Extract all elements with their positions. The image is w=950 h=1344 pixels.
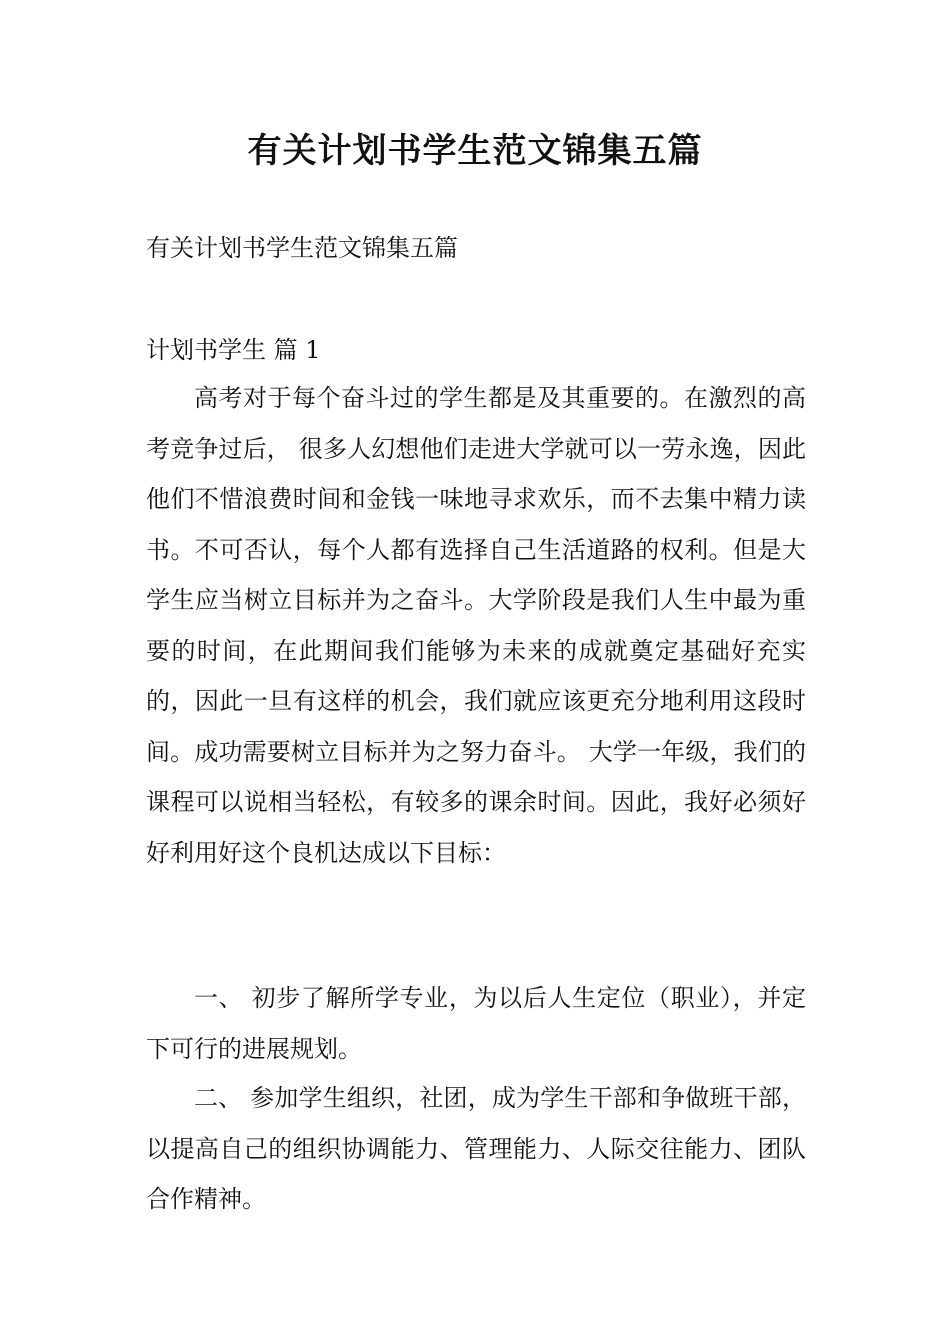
section-heading: 计划书学生 篇 1 bbox=[146, 336, 321, 364]
body-paragraph-intro: 高考对于每个奋斗过的学生都是及其重要的。在激烈的高考竞争过后， 很多人幻想他们走进大学就可以一劳永逸，因此他们不惜浪费时间和金钱一味地寻求欢乐，而不去集中精力读书。不可否认，每个人都有选择自己生活道路的权利。但是大学生应当树立目标并为之奋斗。大学阶段是我们人生中最为重要的时间，在此期间我们能够为未来的成就奠定基础好充实的，因此一旦有这样的机会，我们就应该更充分地利用这段时间。成功需要树立目标并为之努力奋斗。 大学一年级，我们的课程可以说相当轻松，有较多的课余时间。因此，我好必须好好利用好这个良机达成以下目标： bbox=[146, 384, 806, 867]
body-paragraph-goal-2: 二、 参加学生组织，社团，成为学生干部和争做班干部，以提高自己的组织协调能力、管理能力、人际交往能力、团队合作精神。 bbox=[146, 1084, 806, 1213]
document-title: 有关计划书学生范文锦集五篇 bbox=[247, 131, 703, 171]
document-subtitle: 有关计划书学生范文锦集五篇 bbox=[146, 234, 458, 262]
body-paragraph-goal-1: 一、 初步了解所学专业，为以后人生定位（职业），并定下可行的进展规划。 bbox=[146, 984, 806, 1063]
